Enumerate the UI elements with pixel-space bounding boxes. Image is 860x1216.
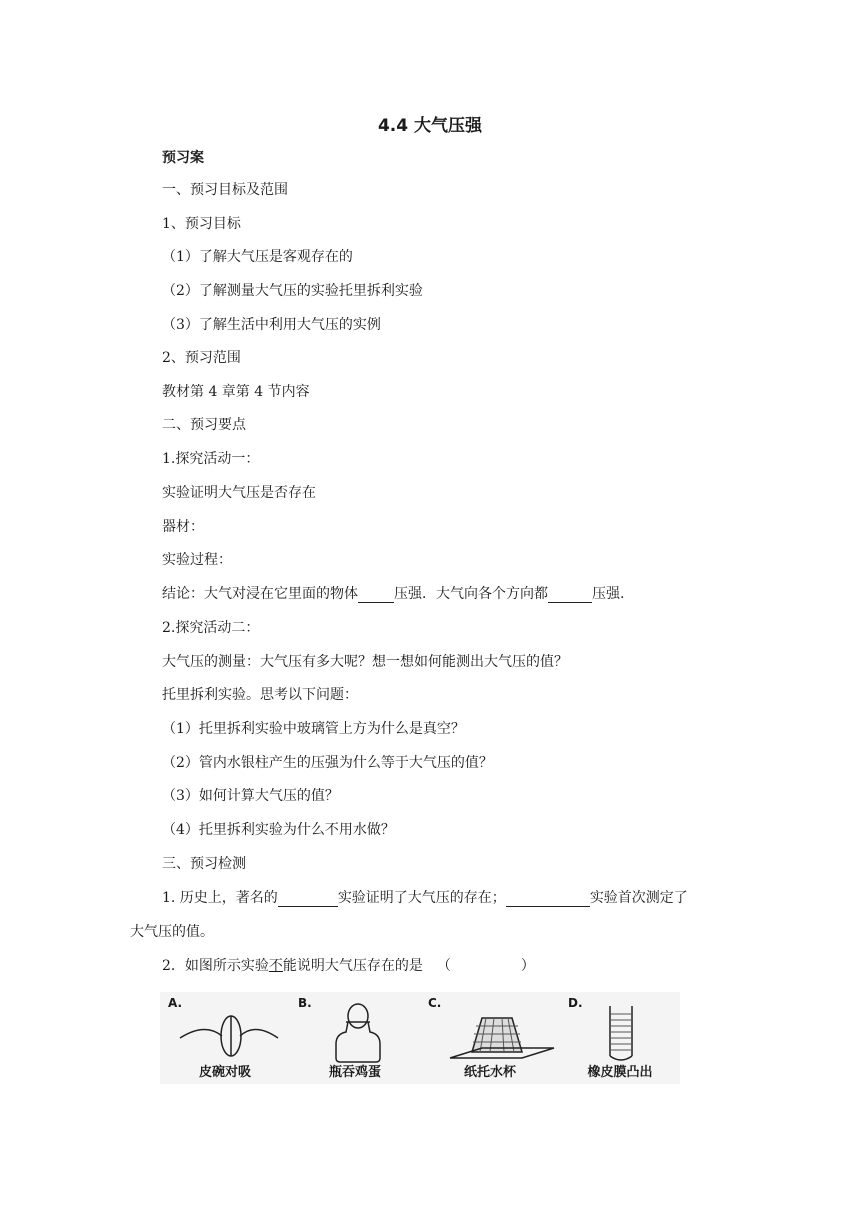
conclusion-text-c: 压强. (592, 586, 625, 602)
conclusion-text-a: 结论：大气对浸在它里面的物体 (162, 586, 358, 602)
activity-2-question: （3）如何计算大气压的值？ (162, 788, 339, 804)
goal-item: （1）了解大气压是客观存在的 (162, 249, 353, 265)
q2-text-a: 2．如图所示实验 (162, 958, 269, 974)
experiment-figure (160, 992, 680, 1084)
answer-blank[interactable] (548, 588, 592, 603)
panel-caption: 皮碗对吸 (198, 1065, 251, 1080)
activity-2-measure: 大气压的测量：大气压有多大呢？想一想如何能测出大气压的值？ (162, 654, 568, 670)
question-1-continued: 大气压的值。 (130, 924, 214, 940)
figure-panel-a (160, 992, 290, 1084)
answer-blank[interactable] (506, 892, 590, 907)
heading-1-1: 1、预习目标 (162, 216, 241, 232)
activity-2-question: （2）管内水银柱产生的压强为什么等于大气压的值？ (162, 755, 493, 771)
panel-caption: 纸托水杯 (463, 1065, 516, 1080)
activity-1-process: 实验过程： (162, 552, 232, 568)
goal-item: （3）了解生活中利用大气压的实例 (162, 317, 381, 333)
question-2 (162, 957, 535, 975)
activity-2-question: （1）托里拆利实验中玻璃管上方为什么是真空？ (162, 721, 465, 737)
question-1 (162, 889, 688, 907)
panel-tag: A. (168, 996, 183, 1010)
panel-caption: 瓶吞鸡蛋 (328, 1065, 381, 1080)
panel-tag: B. (298, 996, 312, 1010)
section-heading: 预习案 (162, 150, 204, 166)
panel-tag: D. (568, 996, 583, 1010)
heading-3: 三、预习检测 (162, 856, 246, 872)
conclusion-text-b: 压强．大气向各个方向都 (394, 586, 548, 602)
panel-tag: C. (428, 996, 442, 1010)
scope-text: 教材第 4 章第 4 节内容 (162, 384, 310, 400)
activity-2-torricelli: 托里拆利实验。思考以下问题： (162, 687, 358, 703)
q1-text-b: 实验证明了大气压的存在； (337, 890, 506, 906)
answer-blank[interactable] (358, 588, 394, 603)
activity-2-question: （4）托里拆利实验为什么不用水做？ (162, 822, 395, 838)
figure-panel-d (560, 992, 680, 1084)
goal-item: （2）了解测量大气压的实验托里拆利实验 (162, 283, 423, 299)
activity-1-conclusion (162, 585, 624, 603)
heading-1-2: 2、预习范围 (162, 350, 241, 366)
q2-negation: 不 (268, 958, 283, 974)
q1-text-a: 1. 历史上，著名的 (162, 890, 278, 906)
panel-caption: 橡皮膜凸出 (587, 1065, 653, 1080)
activity-2-title: 2.探究活动二： (162, 620, 260, 636)
activity-1-title: 1.探究活动一： (162, 451, 260, 467)
q2-text-b: 能说明大气压存在的是 (282, 958, 423, 974)
activity-1-subject: 实验证明大气压是否存在 (162, 485, 316, 501)
q2-paren-close: ） (520, 958, 535, 974)
q1-text-c: 实验首次测定了 (589, 890, 688, 906)
figure-panel-c (420, 992, 560, 1084)
heading-2: 二、预习要点 (162, 417, 246, 433)
answer-blank[interactable] (278, 892, 338, 907)
figure-panel-b (290, 992, 420, 1084)
heading-1: 一、预习目标及范围 (162, 182, 288, 198)
q2-paren-open: （ (436, 958, 451, 974)
activity-1-equipment: 器材： (162, 519, 204, 535)
page-title: 4.4 大气压强 (377, 116, 483, 136)
